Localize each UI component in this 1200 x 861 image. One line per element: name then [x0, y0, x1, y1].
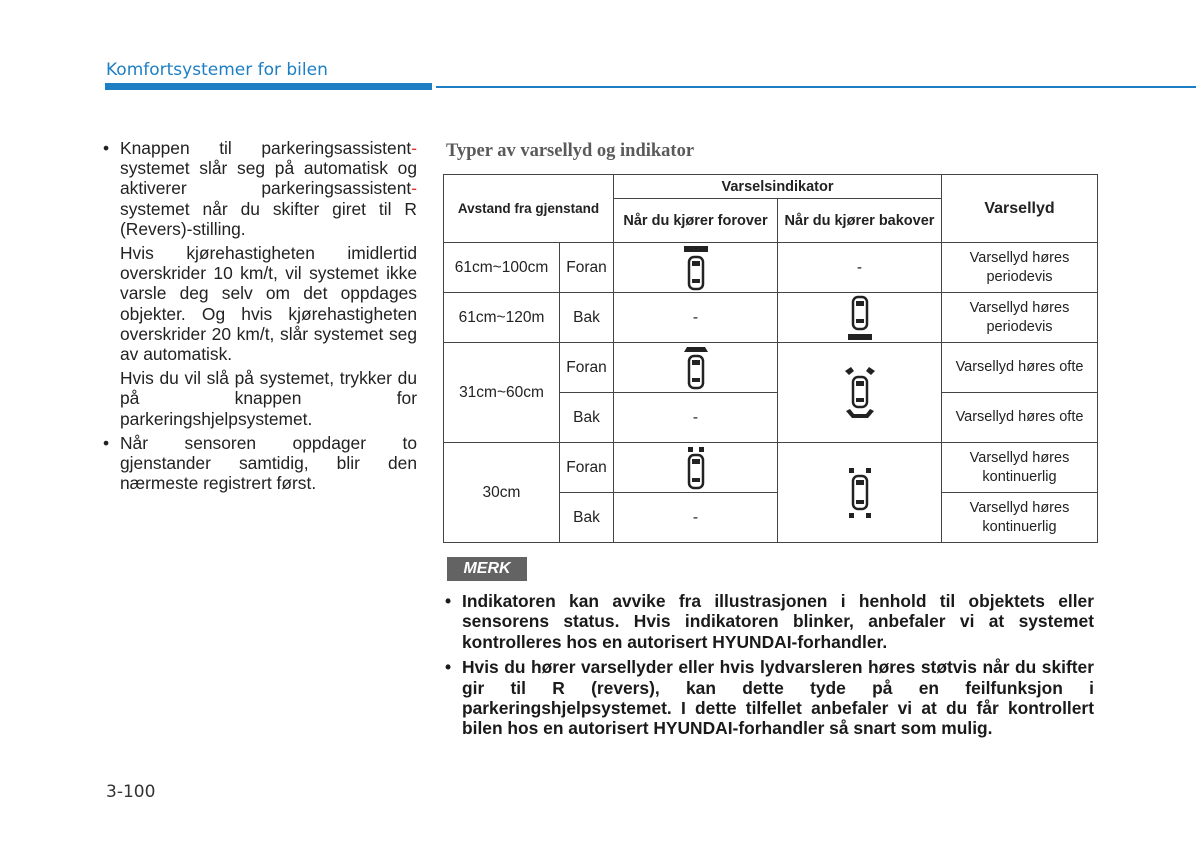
- header-distance: Avstand fra gjenstand: [444, 175, 614, 243]
- sound-cell: Varsellyd høres periodevis: [942, 293, 1098, 343]
- header-rule-thin: [436, 86, 1196, 88]
- reverse-indicator-cell: [778, 443, 942, 543]
- car-both-sensor-mid-icon: [842, 365, 878, 421]
- header-rule-thick: [105, 83, 432, 90]
- car-front-sensor-far-icon: [681, 244, 711, 292]
- forward-indicator-cell: -: [614, 493, 778, 543]
- position-cell: Bak: [560, 393, 614, 443]
- sound-cell: Varsellyd høres ofte: [942, 343, 1098, 393]
- reverse-indicator-cell: -: [778, 243, 942, 293]
- distance-cell: 30cm: [444, 443, 560, 543]
- section-title: Komfortsystemer for bilen: [106, 60, 328, 80]
- turn-on-paragraph: Hvis du vil slå på systemet, trykker du på knappen for parkeringshjelpsystemet.: [120, 368, 417, 429]
- distance-cell: 61cm~120m: [444, 293, 560, 343]
- bullet-auto-activation: • Knappen til parkeringsassistent- systemet slår seg på automatisk og aktiverer parkeringsassistent- systemet når du skifter giret til R (Revers)-stilling.: [103, 138, 417, 239]
- distance-cell: 31cm~60cm: [444, 343, 560, 443]
- note-item: • Hvis du hører varsellyder eller hvis lydvarsleren høres støtvis når du skifter gir til R (revers), kan dette tyde på en feilfunksjon i parkeringshjelpsystemet. I dette tilfellet anbefaler vi at du får kontrollert bilen hos en autorisert HYUNDAI-forhandler så snart som mulig.: [445, 657, 1094, 739]
- sound-cell: Varsellyd høres periodevis: [942, 243, 1098, 293]
- table-row: [444, 343, 1098, 393]
- car-rear-sensor-far-icon: [845, 294, 875, 342]
- warning-table: [443, 174, 1098, 543]
- table-row: [444, 443, 1098, 493]
- forward-indicator-cell: -: [614, 293, 778, 343]
- car-both-sensor-near-icon: [842, 465, 878, 521]
- distance-cell: 61cm~100cm: [444, 243, 560, 293]
- forward-indicator-cell: [614, 343, 778, 393]
- note-list: [445, 591, 1094, 744]
- table-row: [444, 243, 1098, 293]
- forward-indicator-cell: [614, 243, 778, 293]
- speed-limit-paragraph: Hvis kjørehastigheten imidlertid overskrider 10 km/t, vil systemet ikke varsle deg selv om det oppdages objekter. Og hvis kjørehastigheten overskrider 20 km/t, slår systemet seg av automatisk.: [120, 243, 417, 365]
- note-label: MERK: [447, 557, 527, 581]
- forward-indicator-cell: [614, 443, 778, 493]
- note-item: • Indikatoren kan avvike fra illustrasjonen i henhold til objektets eller sensorens status. Hvis indikatoren blinker, anbefaler vi at systemet kontrolleres hos en autorisert HYUNDAI-forhandler.: [445, 591, 1094, 652]
- car-front-sensor-near-icon: [681, 444, 711, 492]
- left-column-text: [103, 138, 417, 493]
- position-cell: Bak: [560, 493, 614, 543]
- position-cell: Foran: [560, 443, 614, 493]
- header-sound: Varsellyd: [942, 175, 1098, 243]
- table-title: Typer av varsellyd og indikator: [446, 141, 695, 161]
- position-cell: Foran: [560, 243, 614, 293]
- car-front-sensor-mid-icon: [681, 344, 711, 392]
- sound-cell: Varsellyd høres kontinuerlig: [942, 493, 1098, 543]
- header-indicator: Varselsindikator: [614, 175, 942, 199]
- bullet-two-objects: • Når sensoren oppdager to gjenstander samtidig, blir den nærmeste registrert først.: [103, 433, 417, 494]
- position-cell: Bak: [560, 293, 614, 343]
- forward-indicator-cell: -: [614, 393, 778, 443]
- reverse-indicator-cell: [778, 343, 942, 443]
- reverse-indicator-cell: [778, 293, 942, 343]
- sound-cell: Varsellyd høres ofte: [942, 393, 1098, 443]
- page-number: 3-100: [106, 782, 156, 802]
- position-cell: Foran: [560, 343, 614, 393]
- header-reverse: Når du kjører bakover: [778, 199, 942, 243]
- header-forward: Når du kjører forover: [614, 199, 778, 243]
- sound-cell: Varsellyd høres kontinuerlig: [942, 443, 1098, 493]
- table-row: [444, 293, 1098, 343]
